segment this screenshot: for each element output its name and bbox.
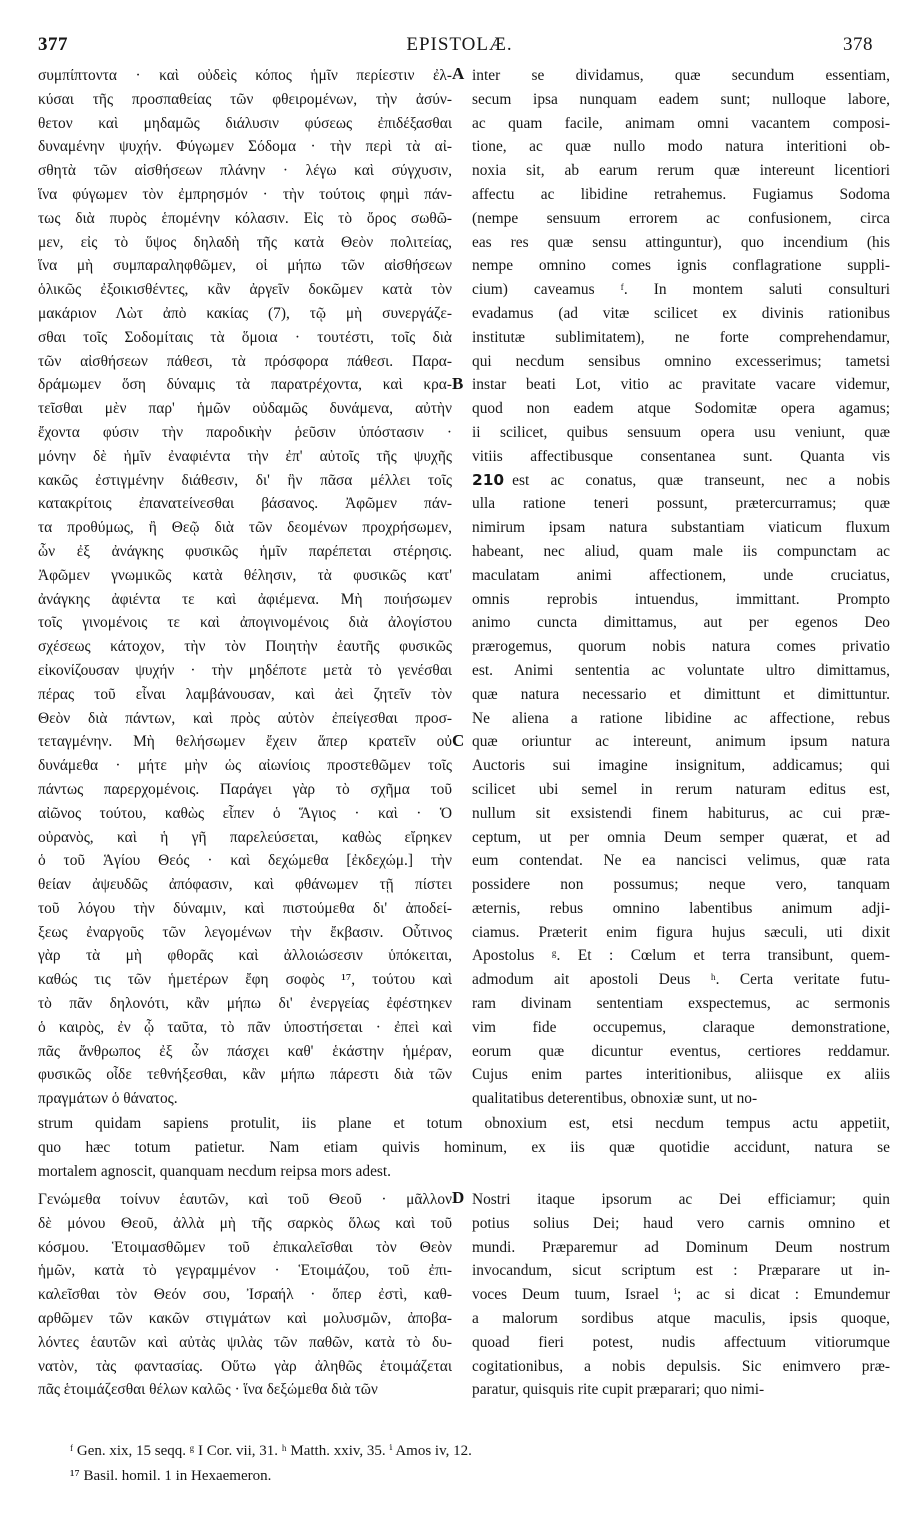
latin-text-line: cium) caveamus ᶠ. In montem saluti consulturi [472, 281, 890, 299]
latin-text-line: nempe omnino comes ignis conflagratione suppli- [472, 257, 890, 275]
greek-text-line: εἰκονίζουσαν ψυχήν · τὴν μηδέποτε μετὰ τὸ γενέσθαι [38, 661, 452, 679]
latin-column-bottom [472, 1188, 890, 1402]
latin-text-line: eorum quæ dicuntur eventus, certiores reddamur. [472, 1042, 890, 1060]
greek-text-line: μόνην δὲ ἡμῖν ἐναφιέντα τὴν ἐπ' αὐτοῖς τῆς ψυχῆς [38, 447, 452, 465]
greek-text-line: πραγμάτων ὁ θάνατος. [38, 1090, 178, 1108]
greek-text-line: τῶν αἰσθήσεων πάθεσι, τὰ πρόσφορα πάθεσι. Παρα- [38, 352, 452, 370]
greek-text-line: Θεὸν διὰ πάντων, καὶ πρὸς αὐτὸν ἐπείγεσθαι προσ- [38, 709, 452, 727]
greek-text-line: λόντες ἑαυτῶν καὶ αὐτὰς ψιλὰς τῶν παθῶν, κατὰ τὸ δυ- [38, 1333, 452, 1351]
greek-text-line: αρθῶμεν τῶν κακῶν στιγμάτων καὶ μολυσμῶν, ἀποβα- [38, 1309, 452, 1327]
latin-text-line: noxia sit, ab earum rerum quæ intereunt licentiori [472, 162, 890, 180]
latin-text-line: potius solius Dei; haud vero carnis omnino et [472, 1214, 890, 1232]
page-number-left: 377 [38, 34, 68, 55]
greek-column-top [38, 64, 452, 1111]
greek-text-line: καθώς τις τῶν ἡμετέρων ἔφη σοφὸς ¹⁷, τούτου καὶ [38, 971, 452, 989]
greek-text-line: δράμωμεν ὅση δύναμις τὰ παρατρέχοντα, καὶ κρα- [38, 376, 452, 394]
page-number-right: 378 [843, 34, 873, 55]
greek-text-line: θετον καὶ μηδαμῶς διάλυσιν φύσεως ἐπιδέξασθαι [38, 114, 452, 132]
text-run: est ac conatus, quæ transeunt, nec a nobis [512, 471, 890, 489]
latin-text-line: ciamus. Præterit enim figura hujus sæculi, uti dixit [472, 923, 890, 941]
greek-text-line: γὰρ τὰ μὴ φθορᾶς καὶ ἀλλοιώσεσιν ὑπόκειται, [38, 947, 452, 965]
latin-column-top [472, 64, 890, 1111]
greek-text-line: νατὸν, τὰς φαντασίας. Οὕτω γὰρ ἀληθῶς ἑτοιμάζεται [38, 1357, 452, 1375]
latin-text-line: secum ipsa nunquam eadem sunt; nulloque labore, [472, 90, 890, 108]
latin-text-line: nimirum ipsam natura substantiam viaticum fluxum [472, 519, 890, 537]
latin-text-line: qualitatibus deterentibus, obnoxiæ sunt, ut no- [472, 1090, 758, 1108]
greek-text-line: σθαι τοῖς Σοδομίταις τὰ ὅμοια · τουτέστι, τοῖς διὰ [38, 328, 452, 346]
latin-text-line: evadamus (ad vitæ scilicet ex divinis rationibus [472, 304, 890, 322]
greek-text-line: δυνάμεθα · μήτε μὴν ὡς αἰωνίοις προστεθῶμεν τοῖς [38, 757, 452, 775]
latin-text-line: æternis, rebus omnino labentibus animum adji- [472, 899, 890, 917]
latin-text-line: eas res quæ sensu attinguntur), quo incendium (his [472, 233, 890, 251]
greek-text-line: πέρας τοῦ εἶναι λαμβάνουσαν, καὶ ἀεὶ ζητεῖν τὸν [38, 685, 452, 703]
latin-text-line: tione, ac quæ nullo modo natura interitioni ob- [472, 138, 890, 156]
latin-text-line: institutæ sublimitatem), ne forte comprehendamur, [472, 328, 890, 346]
latin-text-line: voces Deum tuum, Israel ⁱ; ac si dicat : Emundemur [472, 1286, 890, 1304]
latin-text-line: admodum ait apostoli Deus ʰ. Certa veritate futu- [472, 971, 890, 989]
latin-wide-text-line: strum quidam sapiens protulit, iis plane et totum obnoxium est, etsi necdum tempus actu appetiit, [38, 1115, 890, 1132]
footnote-line-1: ᶠ Gen. xix, 15 seqq. ᵍ I Cor. vii, 31. ʰ Matth. xxiv, 35. ⁱ Amos iv, 12. [70, 1443, 472, 1459]
latin-text-line: possidere non possumus; neque vero, tanquam [472, 876, 890, 894]
latin-text-line: a malorum sordibus atque maculis, ipsis quoque, [472, 1309, 890, 1327]
greek-text-line: σχέσεως κάτοχον, τὴν τὸν Ποιητὴν ἑαυτῆς φυσικῶς [38, 638, 452, 656]
margin-letter-a: A [452, 64, 465, 83]
greek-text-line: δυναμένην ψυχήν. Φύγωμεν Σόδομα · τὴν περὶ τὰ αἰ- [38, 138, 452, 156]
latin-text-line: est. Animi sententia ac voluntate ultro dimittamus, [472, 661, 890, 679]
latin-text-line: habeant, nec aliud, quam male iis compunctam ac [472, 542, 890, 560]
greek-text-line: ὧν ἐξ ἀνάγκης φυσικῶς ἡμῖν παρέπεται στέρησις. [38, 542, 452, 560]
greek-text-line: πάντως παρερχομένοις. Παράγει γὰρ τὸ σχῆμα τοῦ [38, 780, 452, 798]
greek-text-line: μεν, εἰς τὸ ὕψος δηλαδὴ τῆς κατὰ Θεὸν πολιτείας, [38, 233, 452, 251]
greek-column-bottom [38, 1188, 452, 1402]
greek-text-line: φυσικῶς οἶδε τεθνήξεσθαι, κἂν μήπω πάρεστι διὰ τῶν [38, 1066, 452, 1084]
latin-text-line: vim fide occupemus, claraque demonstratione, [472, 1018, 890, 1036]
greek-text-line: μακάριον Λὼτ ἀπὸ κακίας (7), τῷ μὴ συνεργάζε- [38, 304, 452, 322]
latin-text-line: quoad fieri potest, nudis affectuum vitiorumque [472, 1333, 890, 1351]
greek-text-line: τὸ πᾶν δηλονότι, κἂν μήπω δι' ἐνεργείας ἐφέστηκεν [38, 995, 452, 1013]
greek-text-line: δὲ μόνου Θεοῦ, ἀλλὰ μὴ τῆς σαρκὸς ὅλως καὶ τοῦ [38, 1214, 452, 1232]
latin-text-line [472, 469, 890, 493]
greek-text-line: συμπίπτοντα · καὶ οὐδεὶς κόπος ἡμῖν περίεστιν ἐλ- [38, 67, 452, 84]
latin-text-line: quod non eadem atque Sodomitæ opera agamus; [472, 400, 890, 418]
greek-text-line: κόσμου. Ἑτοιμασθῶμεν τοῦ ἐπικαλεῖσθαι τὸν Θεὸν [38, 1238, 452, 1256]
footnote-line-2: ¹⁷ Basil. homil. 1 in Hexaemeron. [70, 1468, 272, 1484]
latin-text-line: eum contendat. Ne ea nancisci velimus, quæ rata [472, 852, 890, 870]
latin-text-line: prærogemus, quorum nobis natura comes privatio [472, 638, 890, 656]
latin-text-line: ac quam facile, animam omni vacantem composi- [472, 114, 890, 132]
greek-text-line: ὁ καιρὸς, ἐν ᾧ ταῦτα, τὸ πᾶν ὑποστήσεται · ἐπεὶ καὶ [38, 1018, 452, 1036]
latin-text-line: Nostri itaque ipsorum ac Dei efficiamur; quin [472, 1191, 890, 1208]
greek-text-line: αἰῶνος τούτου, καθὼς εἶπεν ὁ Ἅγιος · καὶ · Ὁ [38, 804, 452, 822]
latin-text-line: ram divinam sententiam exspectemus, ac sermonis [472, 995, 890, 1013]
latin-text-line: cogitationibus, a nobis depulsis. Sic enimvero præ- [472, 1357, 890, 1375]
greek-text-line: τεταγμένην. Μὴ θελήσωμεν ἔχειν ἅπερ κρατεῖν οὐ [38, 733, 452, 751]
greek-text-line: ἵνα φύγωμεν τὸν ἐμπρησμόν · τὴν τούτοις φημὶ πάν- [38, 185, 452, 203]
latin-text-line: animo cuncta dimittamus, aut per egenos Deo [472, 614, 890, 632]
latin-full-width-lines [38, 1112, 890, 1183]
latin-text-line: maculatam animi affectionem, unde cruciatus, [472, 566, 890, 584]
greek-text-line: Ἀφῶμεν γνωμικῶς κατὰ θέλησιν, τὰ φυσικῶς κατ' [38, 566, 452, 584]
latin-text-line: omnis reprobis intuendus, immittant. Prompto [472, 590, 890, 608]
latin-text-line: qui necdum sensibus omnino excesserimus; tametsi [472, 352, 890, 370]
greek-text-line: πᾶς ἄνθρωπος ἐξ ὧν πάσχει καθ' ἑκάστην ἡμέραν, [38, 1042, 452, 1060]
latin-text-line: mundi. Præparemur ad Dominum Deum nostrum [472, 1238, 890, 1256]
greek-text-line: ἀνάγκης ἀφιέντα τε καὶ ἀφιέμενα. Μὴ ποιήσωμεν [38, 590, 452, 608]
latin-text-line: affectu ac libidine retrahemus. Fugiamus Sodoma [472, 185, 890, 203]
margin-letter-d: D [452, 1188, 465, 1207]
greek-text-line: ἡμῶν, κατὰ τὸ γεγραμμένον · Ἑτοιμάζου, τοῦ ἐπι- [38, 1262, 452, 1280]
greek-text-line: τοῖς γινομένοις τε καὶ ἀπογινομένοις διὰ ἀλογίστου [38, 614, 452, 632]
greek-text-line: σθητὰ τῶν αἰσθήσεων πλάνην · λέγω καὶ σύγχυσιν, [38, 162, 452, 180]
latin-text-line: quæ oriuntur ac intereunt, animum ipsum natura [472, 733, 890, 751]
greek-text-line: ὁλικῶς ἐξοικισθέντες, κἂν ἀργεῖν δοκῶμεν κατὰ τὸν [38, 281, 452, 299]
greek-text-line: τοῦ λόγου τὴν δύναμιν, καὶ πιστούμεθα δι' ἀποδεί- [38, 899, 452, 917]
latin-text-line: Cujus enim partes interitionibus, aliisque ex aliis [472, 1066, 890, 1084]
greek-text-line: καλεῖσθαι τὸν Θεόν σου, Ἰσραήλ · ὅπερ ἐστὶ, καθ- [38, 1286, 452, 1304]
greek-text-line: οὐρανὸς, καὶ ἡ γῆ παρελεύσεται, καθὼς εἴρηκεν [38, 828, 452, 846]
margin-letter-b: B [452, 374, 464, 393]
greek-text-line: τως διὰ πυρὸς ἑπομένην κόλασιν. Εἰς τὸ ὄρος σωθῶ- [38, 209, 452, 227]
greek-text-line: ξεως ἐναργοῦς τῶν λεγομένων τὴν ἔκβασιν. Οὗτινος [38, 923, 452, 941]
greek-text-line: ὁ τοῦ Ἁγίου Θεός · καὶ δεχώμεθα [ἐκδεχώμ.] τὴν [38, 852, 452, 870]
greek-text-line: κακῶς ἐστιγμένην διάθεσιν, δι' ἣν πᾶσα μέλλει τοῖς [38, 471, 452, 489]
latin-text-line: vitiis affectibusque consentanea sunt. Quanta vis [472, 447, 890, 465]
latin-text-line: ulla ratione teneri possunt, prætercurramus; quæ [472, 495, 890, 513]
greek-text-line: ἵνα μὴ συμπαραληφθῶμεν, οἱ μήπω τῶν αἰσθήσεων [38, 257, 452, 275]
greek-text-line: ἔχοντα φύσιν τὴν παροδικὴν ῥεῦσιν ὑπόστασιν · [38, 423, 452, 441]
running-title: EPISTOLÆ. [406, 34, 513, 55]
greek-text-line: πᾶς ἑτοιμάζεσθαι θέλων καλῶς · ἵνα δεξώμεθα διὰ τῶν [38, 1381, 378, 1399]
latin-text-line: ceptum, ut per omnia Deum semper quærat, et ad [472, 828, 890, 846]
latin-text-line: quæ natura necessario et dimittunt et dimittuntur. [472, 685, 890, 703]
latin-text-line: Apostolus ᵍ. Et : Cœlum et terra transibunt, quem- [472, 947, 890, 965]
greek-text-line: κατακρίτοις ἐπανατείνεσθαι βάσανος. Ἀφῶμεν πάν- [38, 495, 452, 513]
latin-text-line: inter se dividamus, quæ secundum essentiam, [472, 67, 890, 84]
margin-letter-c: C [452, 731, 465, 750]
greek-text-line: τεῖσθαι μὲν παρ' ἡμῶν οὐδαμῶς δυνάμενα, αὐτὴν [38, 400, 452, 418]
latin-wide-text-line: quo hæc totum patietur. Nam etiam quivis hominum, ex iis quæ quotidie accidunt, natura se [38, 1138, 890, 1156]
latin-text-line: paratur, quisquis rite cupit præparari; quo nimi- [472, 1381, 765, 1399]
latin-text-line: nullum sit exsistendi finem habiturus, ac cui præ- [472, 804, 890, 822]
greek-text-line: Γενώμεθα τοίνυν ἑαυτῶν, καὶ τοῦ Θεοῦ · μᾶλλον [38, 1191, 452, 1208]
greek-text-line: κύσαι τῆς προσπαθείας τῶν φθειρομένων, τὴν ἀσύν- [38, 90, 452, 108]
latin-text-line: Auctoris sui imagine insignitum, addicamus; qui [472, 757, 890, 775]
latin-text-line: scilicet ubi semel in rerum naturam editus est, [472, 780, 890, 798]
latin-text-line: ii scilicet, quibus sensuum opera usu veniunt, quæ [472, 423, 890, 441]
latin-text-line: instar beati Lot, vitio ac pravitate vacare videmur, [472, 376, 890, 394]
latin-wide-text-line: mortalem agnoscit, quanquam necdum reipsa mors adest. [38, 1162, 392, 1180]
greek-text-line: τα προθύμως, ἢ Θεῷ διὰ τῶν δεομένων προχρήσωμεν, [38, 519, 452, 537]
latin-text-line: Ne aliena a ratione libidine ac affectione, rebus [472, 709, 890, 727]
latin-text-line: invocandum, sicut scriptum est : Præparare ut in- [472, 1262, 890, 1280]
latin-text-line: (nempe sensuum errorem ac confusionem, circa [472, 209, 890, 227]
greek-text-line: θείαν ἀψευδῶς ἀπόφασιν, καὶ φθάνωμεν τῇ πίστει [38, 876, 452, 894]
section-number: 210 [472, 470, 505, 489]
